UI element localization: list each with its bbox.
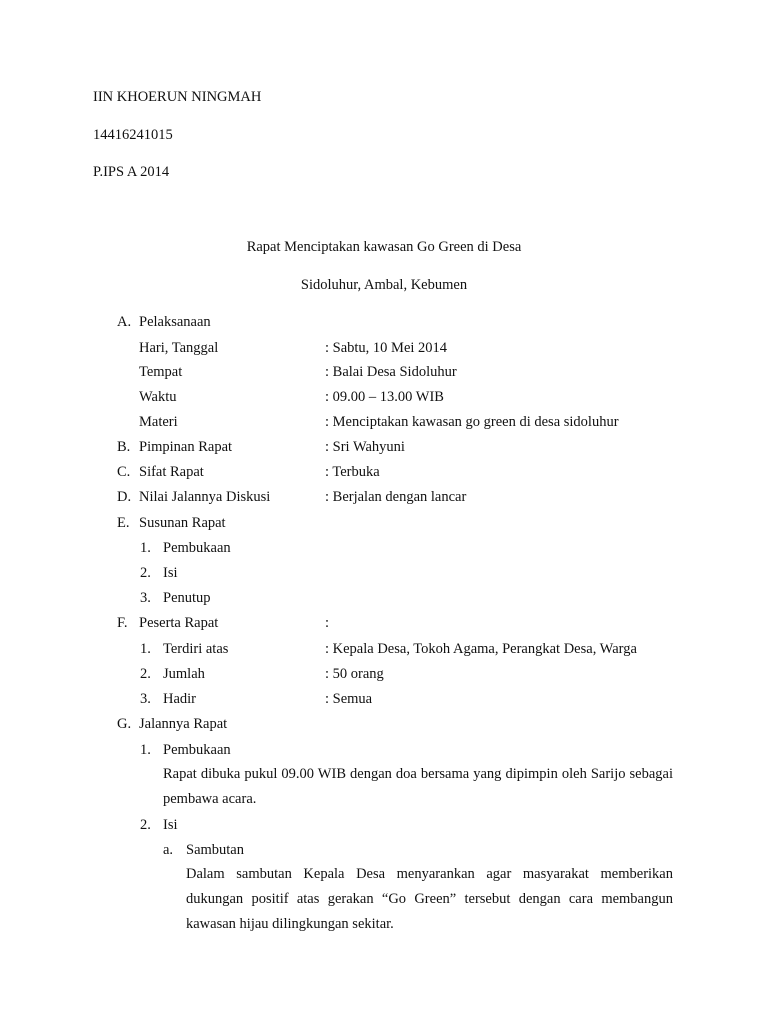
list-item-value: : Kepala Desa, Tokoh Agama, Perangkat Desa, Warga [325, 641, 637, 657]
list-item-value: : 50 orang [325, 666, 384, 682]
list-item: Penutup [163, 590, 211, 606]
list-item: Pembukaan [163, 540, 231, 556]
row-value: : Sabtu, 10 Mei 2014 [325, 340, 448, 356]
student-id: 14416241015 [93, 127, 173, 143]
section-marker: F. [117, 615, 128, 631]
row-value: : 09.00 – 13.00 WIB [325, 389, 444, 405]
section-g-label: Jalannya Rapat [139, 716, 228, 732]
section-b-value: : Sri Wahyuni [325, 439, 405, 455]
list-item: Jumlah [163, 666, 205, 682]
section-c-value: : Terbuka [325, 464, 380, 480]
list-item: Isi [163, 817, 178, 833]
section-marker: B. [117, 439, 131, 455]
sub-marker: a. [163, 842, 174, 858]
list-item-value: : Semua [325, 691, 373, 707]
speech-paragraph: Dalam sambutan Kepala Desa menyarankan agar masyarakat memberikan dukungan positif atas gerakan “Go Green” tersebut dengan cara membangun kawasan hijau dilingkungan sekitar. [186, 866, 673, 932]
list-item: Terdiri atas [163, 641, 229, 657]
author-name: IIN KHOERUN NINGMAH [93, 89, 262, 105]
section-marker: A. [117, 314, 132, 330]
list-number: 1. [140, 540, 151, 556]
list-number: 1. [140, 742, 151, 758]
section-e-label: Susunan Rapat [139, 515, 226, 531]
row-label: Tempat [139, 364, 183, 380]
list-number: 2. [140, 817, 151, 833]
document-title-line2: Sidoluhur, Ambal, Kebumen [300, 277, 468, 293]
list-number: 3. [140, 590, 151, 606]
section-marker: E. [117, 515, 130, 531]
section-d-value: : Berjalan dengan lancar [325, 489, 467, 505]
row-value: : Balai Desa Sidoluhur [325, 364, 457, 380]
class-label: P.IPS A 2014 [93, 164, 170, 180]
list-number: 2. [140, 666, 151, 682]
section-marker: C. [117, 464, 131, 480]
section-marker: G. [117, 716, 132, 732]
sub-item: Sambutan [186, 842, 244, 858]
row-label: Materi [139, 414, 178, 430]
section-f-label: Peserta Rapat [139, 615, 219, 631]
list-number: 2. [140, 565, 151, 581]
list-item: Hadir [163, 691, 197, 707]
row-label: Waktu [139, 389, 177, 405]
list-item: Pembukaan [163, 742, 231, 758]
row-label: Hari, Tanggal [139, 340, 219, 356]
list-number: 3. [140, 691, 151, 707]
document-title-line1: Rapat Menciptakan kawasan Go Green di Desa [246, 239, 522, 255]
section-b-label: Pimpinan Rapat [139, 439, 233, 455]
section-marker: D. [117, 489, 132, 505]
opening-paragraph: Rapat dibuka pukul 09.00 WIB dengan doa bersama yang dipimpin oleh Sarijo sebagai pembawa acara. [163, 766, 673, 807]
section-c-label: Sifat Rapat [139, 464, 204, 480]
list-item: Isi [163, 565, 178, 581]
list-number: 1. [140, 641, 151, 657]
section-d-label: Nilai Jalannya Diskusi [139, 489, 271, 505]
section-a-label: Pelaksanaan [139, 314, 211, 330]
section-f-value: : [325, 615, 330, 631]
row-value: : Menciptakan kawasan go green di desa sidoluhur [325, 414, 619, 430]
